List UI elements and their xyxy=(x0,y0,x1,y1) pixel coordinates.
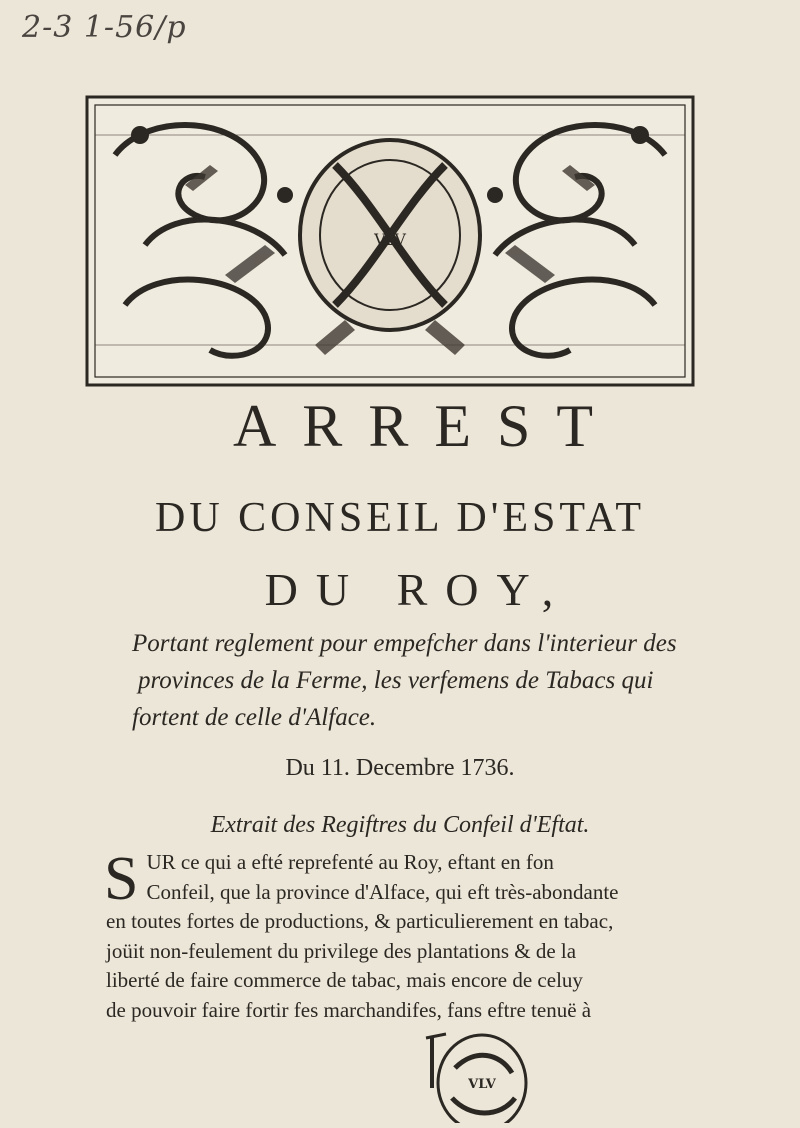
stamp-seal xyxy=(420,1028,540,1123)
body-line: de pouvoir faire fortir fes marchandifes, fans eftre tenuë à xyxy=(106,997,592,1022)
headpiece-monogram: VLV xyxy=(374,230,406,249)
body-line: joüit non-feulement du privilege des plantations & de la xyxy=(106,938,577,963)
body-line: Confeil, que la province d'Alface, qui eft très-abondante xyxy=(146,879,619,904)
headpiece-engraving xyxy=(85,95,695,387)
dropcap: S xyxy=(104,845,139,913)
headpiece-ornament xyxy=(85,95,695,387)
extract-heading: Extrait des Regiftres du Confeil d'Eftat. xyxy=(210,812,590,838)
stamp-label: VLV xyxy=(468,1077,496,1092)
body-line: UR ce qui a efté reprefenté au Roy, eftant en fon xyxy=(146,850,554,874)
subtitle-line: provinces de la Ferme, les verfemens de Tabacs qui xyxy=(138,667,654,694)
title-conseil: DU CONSEIL D'ESTAT xyxy=(155,495,645,541)
title-arrest: ARREST xyxy=(232,393,620,459)
subtitle xyxy=(132,625,692,736)
library-stamp xyxy=(420,1028,540,1123)
body-line: en toutes fortes de productions, & particulierement en tabac, xyxy=(106,909,614,933)
subtitle-line: Portant reglement pour empefcher dans l'interieur des xyxy=(132,630,677,657)
title-roy: DU ROY, xyxy=(264,564,572,615)
archive-shelfmark: 2-3 1-56/p xyxy=(22,10,187,45)
body-text xyxy=(104,845,696,1025)
subtitle-line: fortent de celle d'Alface. xyxy=(132,704,377,731)
body-line: liberté de faire commerce de tabac, mais encore de celuy xyxy=(106,968,583,992)
decree-date: Du 11. Decembre 1736. xyxy=(285,755,515,781)
